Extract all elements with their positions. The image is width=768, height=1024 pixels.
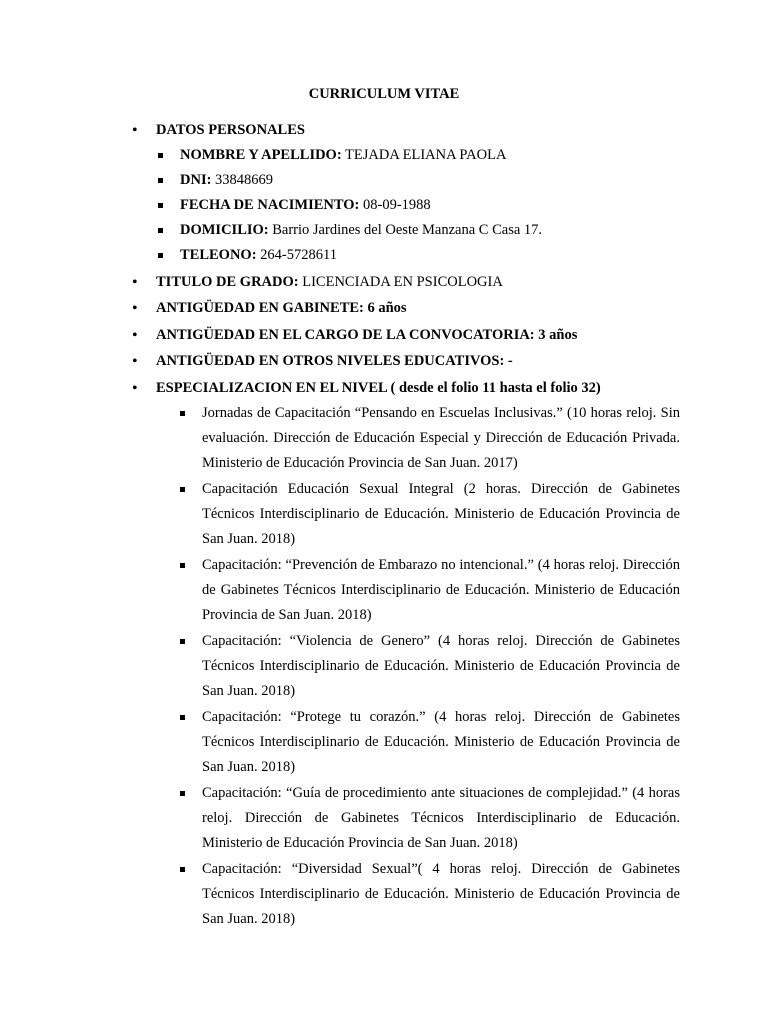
field-value: 33848669 [211,172,274,188]
course-item: Jornadas de Capacitación “Pensando en Escuelas Inclusivas.” (10 horas reloj. Sin evaluación. Dirección de Educación Especial y Dirección de Educación Privada. Ministerio de Educación Provincia de San Juan. 2017) [178,401,680,476]
field-dni [156,168,672,193]
field-value: 264-5728611 [256,247,337,263]
section-specialization [132,376,680,932]
course-item: Capacitación: “Diversidad Sexual”( 4 horas reloj. Dirección de Gabinetes Técnicos Interdisciplinario de Educación. Ministerio de Educación Provincia de San Juan. 2018) [178,857,680,932]
degree-label: TITULO DE GRADO: [156,273,299,290]
section-seniority-other [132,349,672,374]
specialization-heading: ESPECIALIZACION EN EL NIVEL ( desde el folio 11 hasta el folio 32) [156,379,601,396]
field-phone [156,243,672,268]
degree-value: LICENCIADA EN PSICOLOGIA [298,273,503,290]
field-value: 08-09-1988 [359,197,431,213]
field-label: FECHA DE NACIMIENTO: [180,197,360,213]
course-item: Capacitación: “Prevención de Embarazo no intencional.” (4 horas reloj. Dirección de Gabinetes Técnicos Interdisciplinario de Educación. Ministerio de Educación Provincia de San Juan. 2018) [178,553,680,628]
course-list [178,401,680,932]
course-item: Capacitación: “Violencia de Genero” (4 horas reloj. Dirección de Gabinetes Técnicos Interdisciplinario de Educación. Ministerio de Educación Provincia de San Juan. 2018) [178,629,680,704]
section-degree [132,270,672,295]
field-birthdate [156,193,672,218]
section-seniority-cabinet [132,296,672,321]
personal-fields-list [156,143,672,268]
main-list [132,118,680,933]
personal-heading: DATOS PERSONALES [156,122,305,138]
seniority-position-text: ANTIGÜEDAD EN EL CARGO DE LA CONVOCATORIA: 3 años [156,326,578,343]
course-item: Capacitación Educación Sexual Integral (2 horas. Dirección de Gabinetes Técnicos Interdisciplinario de Educación. Ministerio de Educación Provincia de San Juan. 2018) [178,477,680,552]
section-seniority-position [132,323,672,348]
field-value: TEJADA ELIANA PAOLA [341,147,507,163]
field-address [156,218,672,243]
section-personal-data [132,118,672,268]
course-item: Capacitación: “Protege tu corazón.” (4 horas reloj. Dirección de Gabinetes Técnicos Interdisciplinario de Educación. Ministerio de Educación Provincia de San Juan. 2018) [178,705,680,780]
field-label: NOMBRE Y APELLIDO: [180,147,342,163]
seniority-other-text: ANTIGÜEDAD EN OTROS NIVELES EDUCATIVOS: - [156,353,513,369]
seniority-cabinet-text: ANTIGÜEDAD EN GABINETE: 6 años [156,300,407,316]
field-label: TELEONO: [180,247,257,263]
course-item: Capacitación: “Guía de procedimiento ante situaciones de complejidad.” (4 horas reloj. Dirección de Gabinetes Técnicos Interdisciplinario de Educación. Ministerio de Educación Provincia de San Juan. 2018) [178,781,680,856]
field-value: Barrio Jardines del Oeste Manzana C Casa 17. [268,222,543,238]
page-title: CURRICULUM VITAE [308,86,460,102]
field-name [156,143,672,168]
field-label: DOMICILIO: [180,222,269,238]
field-label: DNI: [180,172,212,188]
